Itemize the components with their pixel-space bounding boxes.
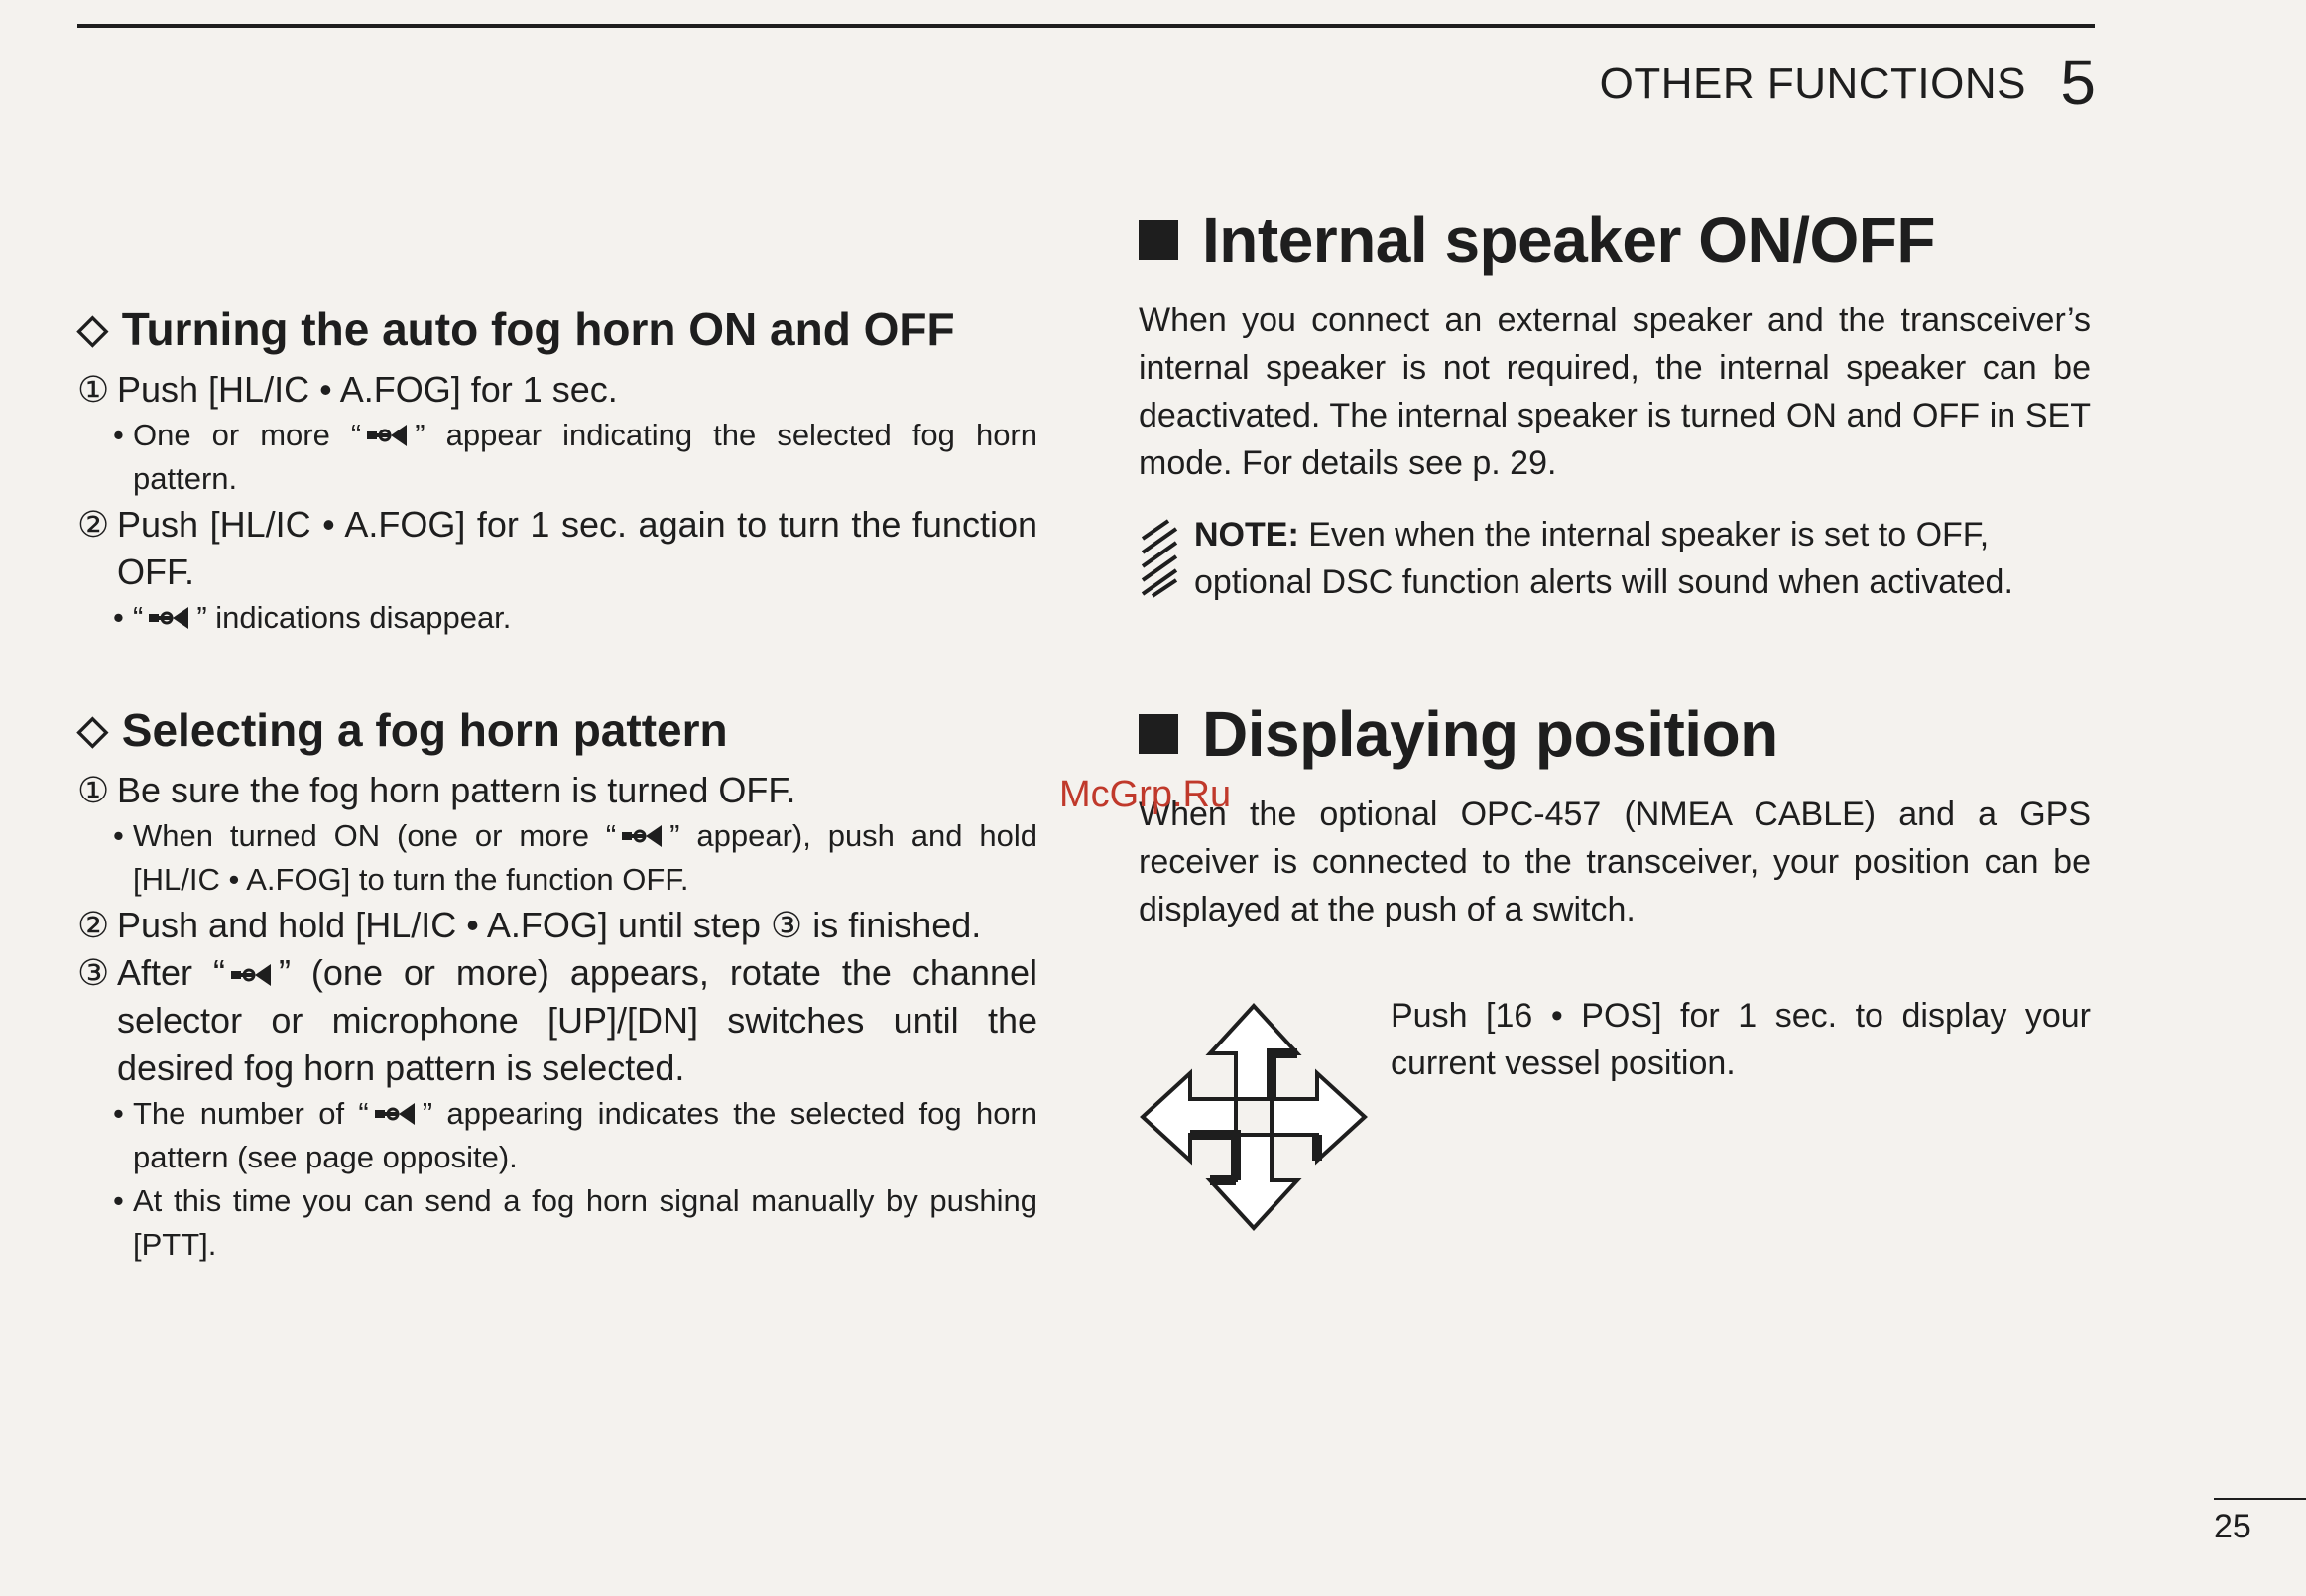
- step-text: Push [HL/IC • A.FOG] for 1 sec.: [117, 369, 618, 410]
- step-1: [77, 366, 1037, 414]
- push-instruction: Push [16 • POS] for 1 sec. to display your current vessel position.: [1391, 997, 2091, 1082]
- step-1-bullet: [77, 414, 1037, 501]
- bullet-text-post: ” indications disappear.: [196, 600, 512, 635]
- bullet-text: [133, 814, 1037, 902]
- chapter-number: 5: [2060, 47, 2096, 118]
- step-3-bullet-1: [77, 1092, 1037, 1179]
- step-text: Push [HL/IC • A.FOG] for 1 sec. again to turn the function OFF.: [117, 504, 1037, 592]
- step-number: ②: [77, 504, 110, 545]
- bullet-dot: •: [113, 600, 124, 635]
- step-text: Be sure the fog horn pattern is turned OFF.: [117, 770, 796, 810]
- footer-rule: [2214, 1498, 2306, 1500]
- fog-on-off-heading: [77, 303, 1037, 356]
- diamond-icon: ◇: [77, 307, 108, 351]
- bullet-text: At this time you can send a fog horn signal manually by pushing [PTT].: [133, 1183, 1037, 1262]
- horn-icon: [365, 423, 411, 448]
- step-2-bullet: [77, 596, 1037, 640]
- bullet-dot: •: [113, 818, 124, 853]
- step-text-post: ” (one or more) appears, rotate the channel selector or microphone [UP]/[DN] switches until the desired fog horn pattern is selected.: [117, 952, 1037, 1088]
- speaker-title: Internal speaker ON/OFF: [1202, 204, 1935, 276]
- position-heading: [1139, 697, 2091, 771]
- top-rule: [77, 24, 2095, 28]
- bullet-text: [133, 414, 1037, 501]
- note-label: NOTE:: [1194, 516, 1299, 553]
- horn-icon: [229, 962, 275, 988]
- bullet-text-pre: “: [133, 600, 144, 635]
- step-number: ③: [77, 952, 110, 993]
- step-number: ①: [77, 770, 110, 810]
- page-number: 25: [2214, 1508, 2251, 1545]
- step-3-bullet-2: [77, 1179, 1037, 1267]
- speaker-body: When you connect an external speaker and the transceiver’s internal speaker is not required, the internal speaker can be deactivated. The internal speaker is turned ON and OFF in SET mode. For details see p. 29.: [1139, 302, 2091, 482]
- horn-icon: [147, 605, 192, 631]
- bullet-dot: •: [113, 1183, 124, 1218]
- step-1-bullet: [77, 814, 1037, 902]
- square-bullet-icon: [1139, 714, 1178, 754]
- note-icon: [1139, 519, 1184, 598]
- diamond-icon: ◇: [77, 708, 108, 752]
- bullet-text: [133, 596, 511, 640]
- horn-icon: [373, 1101, 419, 1127]
- note-text: Even when the internal speaker is set to OFF, optional DSC function alerts will sound when activated.: [1194, 516, 2013, 601]
- right-column: [1139, 203, 2091, 933]
- step-text: Push and hold [HL/IC • A.FOG] until step ③ is finished.: [117, 905, 982, 945]
- fog-pattern-heading: [77, 703, 1037, 757]
- speaker-heading: [1139, 203, 2091, 277]
- four-way-arrows-icon: [1139, 1002, 1369, 1232]
- left-column: [77, 303, 1037, 1267]
- step-3: [77, 949, 1037, 1092]
- watermark: McGrp.Ru: [1059, 774, 1232, 815]
- step-2: [77, 501, 1037, 596]
- position-body: When the optional OPC-457 (NMEA CABLE) and a GPS receiver is connected to the transceiver, your position can be displayed at the push of a switch.: [1139, 796, 2091, 928]
- bullet-dot: •: [113, 418, 124, 452]
- horn-icon: [620, 823, 666, 849]
- fog-pattern-title: Selecting a fog horn pattern: [121, 704, 728, 756]
- position-title: Displaying position: [1202, 698, 1778, 770]
- bullet-text: [133, 1092, 1037, 1179]
- bullet-text-pre: When turned ON (one or more “: [133, 818, 617, 853]
- note-block: [1139, 511, 2091, 606]
- step-2: [77, 902, 1037, 949]
- square-bullet-icon: [1139, 220, 1178, 260]
- fog-on-off-title: Turning the auto fog horn ON and OFF: [121, 304, 955, 355]
- step-number: ②: [77, 905, 110, 945]
- bullet-text-post: ” appear), push and hold [HL/IC • A.FOG] to turn the function OFF.: [133, 818, 1037, 897]
- step-text: [117, 949, 1037, 1092]
- step-number: ①: [77, 369, 110, 410]
- bullet-dot: •: [113, 1096, 124, 1131]
- step-1: [77, 767, 1037, 814]
- note-text-wrap: [1194, 511, 2091, 606]
- bullet-text-pre: The number of “: [133, 1096, 369, 1131]
- bullet-text-pre: One or more “: [133, 418, 362, 452]
- step-text-pre: After “: [117, 952, 225, 993]
- chapter-title: OTHER FUNCTIONS: [1599, 60, 2026, 108]
- bullet-text-post: ” appearing indicates the selected fog horn pattern (see page opposite).: [133, 1096, 1037, 1174]
- bullet-text-post: ” appear indicating the selected fog horn pattern.: [133, 418, 1037, 496]
